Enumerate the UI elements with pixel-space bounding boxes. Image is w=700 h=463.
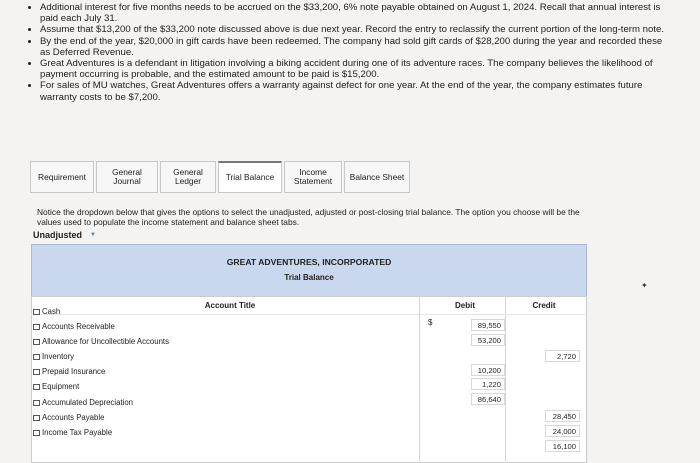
account-title: Cash [42, 307, 61, 316]
table-row[interactable] [33, 365, 105, 378]
table-row[interactable] [33, 411, 104, 424]
debit-cell[interactable]: 1,220 [471, 378, 505, 390]
instructions [28, 2, 668, 103]
tab-general-ledger[interactable]: General Ledger [160, 161, 216, 193]
row-handle-icon [33, 324, 40, 330]
instruction-item: • For sales of MU watches, Great Adventures offers a warranty against defect for one year. At the end of the year, the company estimates future warranty costs to be $7,200. [40, 80, 668, 102]
account-title: Allowance for Uncollectible Accounts [42, 337, 169, 346]
credit-cell[interactable]: 2,720 [545, 350, 580, 362]
instruction-item: • Great Adventures is a defendant in litigation involving a biking accident during one of its adventure races. The company believes the likelihood of payment occurring is probable, and the estimated amount to be paid is $15,200. [40, 58, 668, 80]
select-value: Unadjusted [33, 230, 83, 240]
row-handle-icon [33, 384, 40, 390]
column-divider [505, 296, 506, 461]
account-title: Accumulated Depreciation [42, 398, 134, 407]
row-handle-icon [33, 400, 40, 406]
row-divider [31, 314, 585, 315]
mouse-cursor-icon: ✦ [641, 281, 648, 290]
account-title: Accounts Payable [42, 413, 105, 422]
row-handle-icon [33, 369, 40, 375]
row-handle-icon [33, 354, 40, 360]
account-title: Accounts Receivable [42, 322, 115, 331]
table-row[interactable] [33, 305, 60, 318]
table-row[interactable] [33, 350, 74, 363]
column-header-credit: Credit [532, 300, 556, 310]
account-title: Inventory [42, 352, 75, 361]
instruction-item: • Additional interest for five months needs to be accrued on the $33,200, 6% note payable obtained on August 1, 2024. Recall that annual interest is paid each July 31. [40, 2, 668, 24]
debit-cell[interactable]: 86,640 [471, 393, 505, 405]
credit-cell[interactable]: 16,100 [545, 440, 580, 452]
trial-balance-type-select[interactable] [33, 227, 115, 243]
instruction-item: • Assume that $13,200 of the $33,200 note discussed above is due next year. Record the entry to reclassify the current portion of the long-term note. [40, 24, 668, 35]
instruction-item: • By the end of the year, $20,000 in gift cards have been redeemed. The company had sold gift cards of $28,200 during the year and recorded these as Deferred Revenue. [40, 36, 668, 58]
tab-bar [30, 161, 412, 193]
credit-cell[interactable]: 24,000 [545, 425, 580, 437]
credit-cell[interactable]: 28,450 [545, 410, 580, 422]
tab-requirement[interactable]: Requirement [30, 161, 94, 193]
column-header-account: Account Title [204, 300, 256, 310]
row-handle-icon [33, 339, 40, 345]
statement-title: Trial Balance [284, 273, 334, 282]
notice-text: Notice the dropdown below that gives the options to select the unadjusted, adjusted or post-closing trial balance. The option you choose will be the values used to populate the income statement and balance sheet tabs. [37, 207, 580, 227]
debit-cell[interactable]: 89,550 [471, 319, 505, 331]
column-divider [419, 296, 420, 461]
account-title: Prepaid Insurance [42, 367, 106, 376]
row-handle-icon [33, 430, 40, 436]
chevron-down-icon: ▼ [90, 232, 96, 238]
tab-general-journal[interactable]: General Journal [96, 161, 158, 193]
tab-balance-sheet[interactable]: Balance Sheet [344, 161, 410, 193]
currency-symbol: $ [428, 318, 433, 327]
column-header-debit: Debit [455, 300, 475, 310]
row-handle-icon [33, 415, 40, 421]
tab-income-statement[interactable]: Income Statement [284, 161, 342, 193]
debit-cell[interactable]: 53,200 [471, 334, 505, 346]
table-row[interactable] [33, 320, 115, 333]
account-title: Equipment [42, 382, 80, 391]
table-row[interactable] [33, 380, 79, 393]
table-row[interactable] [33, 426, 112, 439]
row-handle-icon [33, 309, 40, 315]
table-row[interactable] [33, 396, 133, 409]
tab-trial-balance[interactable]: Trial Balance [218, 161, 282, 193]
account-title: Income Tax Payable [42, 428, 113, 437]
company-name: GREAT ADVENTURES, INCORPORATED [226, 257, 392, 267]
trial-balance-header [31, 244, 587, 298]
table-row[interactable] [33, 335, 169, 348]
debit-cell[interactable]: 10,200 [471, 364, 505, 376]
